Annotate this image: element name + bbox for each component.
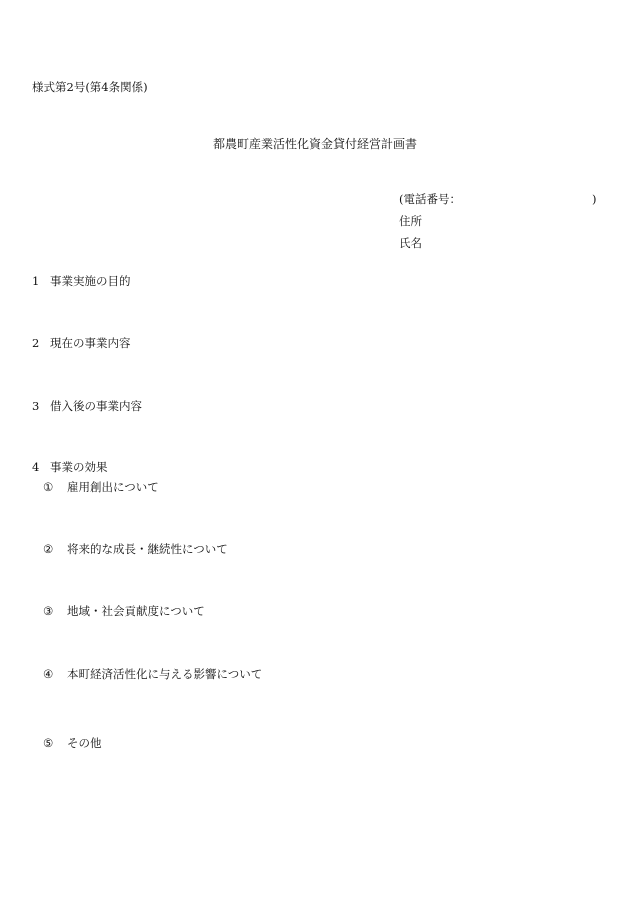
section-number: 4 xyxy=(32,460,40,474)
effect-number: ① xyxy=(43,480,54,494)
section-number: 2 xyxy=(32,336,40,350)
effect-item-5 xyxy=(43,738,102,750)
section-number: 1 xyxy=(32,274,40,288)
effect-number: ④ xyxy=(43,667,54,681)
effect-number: ② xyxy=(43,542,54,556)
section-3-heading xyxy=(32,401,142,413)
document-title: 都農町産業活性化資金貸付経営計画書 xyxy=(212,137,417,151)
effect-label: 将来的な成長・継続性について xyxy=(67,542,228,556)
effect-label: 地域・社会貢献度について xyxy=(67,604,205,618)
section-label: 事業の効果 xyxy=(50,460,108,474)
effect-item-4 xyxy=(43,669,262,681)
section-label: 事業実施の目的 xyxy=(50,274,131,288)
section-1-heading xyxy=(32,276,131,288)
section-label: 現在の事業内容 xyxy=(50,336,131,350)
form-number-label: 様式第2号(第4条関係) xyxy=(32,80,148,94)
effect-number: ⑤ xyxy=(43,736,54,750)
effect-item-2 xyxy=(43,544,228,556)
address-label: 住所 xyxy=(399,214,422,228)
effect-label: その他 xyxy=(67,736,102,750)
phone-number-label: (電話番号： xyxy=(399,192,461,206)
effect-label: 本町経済活性化に与える影響について xyxy=(67,667,263,681)
effect-number: ③ xyxy=(43,604,54,618)
section-label: 借入後の事業内容 xyxy=(50,399,142,413)
effect-item-3 xyxy=(43,606,205,618)
effect-item-1 xyxy=(43,482,159,494)
section-4-heading xyxy=(32,462,108,474)
effect-label: 雇用創出について xyxy=(67,480,159,494)
phone-number-close-paren: ) xyxy=(592,192,597,206)
section-2-heading xyxy=(32,338,131,350)
section-number: 3 xyxy=(32,399,40,413)
name-label: 氏名 xyxy=(399,236,422,250)
